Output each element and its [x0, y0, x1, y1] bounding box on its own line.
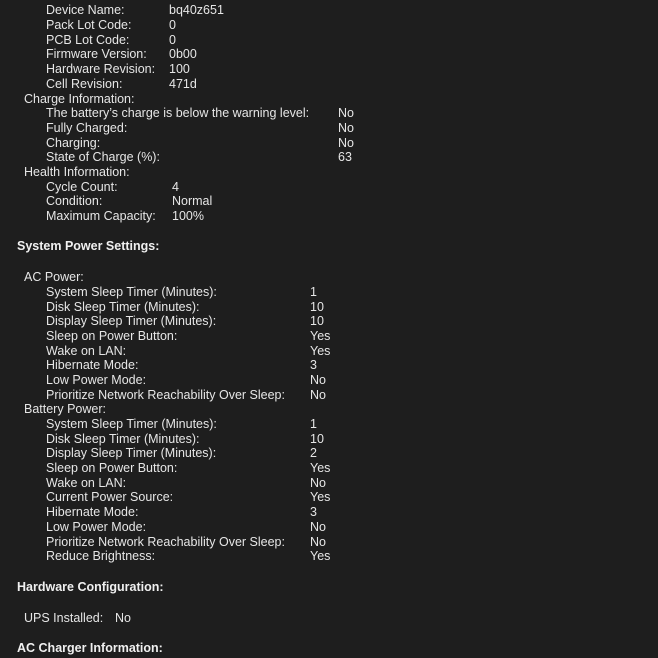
- battery-row-label: Display Sleep Timer (Minutes):: [46, 446, 217, 460]
- ac-row-value: 10: [310, 300, 324, 314]
- maximum-capacity-value: 100%: [172, 209, 204, 223]
- firmware-value: 0b00: [169, 47, 197, 61]
- warning-level-value: No: [338, 106, 354, 120]
- condition-value: Normal: [172, 194, 213, 208]
- ac-charger-heading: AC Charger Information:: [17, 641, 163, 655]
- ac-row-value: Yes: [310, 329, 331, 343]
- fully-charged-value: No: [338, 121, 354, 135]
- battery-row-value: 3: [310, 505, 317, 519]
- cycle-count-value: 4: [172, 180, 179, 194]
- ac-row-value: 1: [310, 285, 317, 299]
- ac-row-value: No: [310, 373, 326, 387]
- battery-power-heading: Battery Power:: [24, 402, 106, 416]
- battery-row-value: No: [310, 476, 326, 490]
- battery-row-label: Disk Sleep Timer (Minutes):: [46, 432, 200, 446]
- charging-value: No: [338, 136, 354, 150]
- maximum-capacity-label: Maximum Capacity:: [46, 209, 156, 223]
- battery-row-value: No: [310, 520, 326, 534]
- pack-lot-value: 0: [169, 18, 176, 32]
- battery-row-value: Yes: [310, 461, 331, 475]
- health-info-heading: Health Information:: [24, 165, 130, 179]
- ups-installed-label: UPS Installed:: [24, 611, 104, 625]
- battery-row-value: 1: [310, 417, 317, 431]
- cell-revision-label: Cell Revision:: [46, 77, 123, 91]
- hardware-config-heading: Hardware Configuration:: [17, 580, 164, 594]
- ac-row-label: Prioritize Network Reachability Over Sleep:: [46, 388, 285, 402]
- ac-row-label: Disk Sleep Timer (Minutes):: [46, 300, 200, 314]
- battery-row-label: Current Power Source:: [46, 490, 174, 504]
- ac-row-value: 3: [310, 358, 317, 372]
- ac-row-value: 10: [310, 314, 324, 328]
- ac-row-label: System Sleep Timer (Minutes):: [46, 285, 217, 299]
- device-name-value: bq40z651: [169, 3, 224, 17]
- charge-info-heading: Charge Information:: [24, 92, 135, 106]
- pcb-lot-label: PCB Lot Code:: [46, 33, 130, 47]
- condition-label: Condition:: [46, 194, 103, 208]
- hardware-revision-label: Hardware Revision:: [46, 62, 156, 76]
- pack-lot-label: Pack Lot Code:: [46, 18, 132, 32]
- state-of-charge-label: State of Charge (%):: [46, 150, 160, 164]
- cycle-count-label: Cycle Count:: [46, 180, 118, 194]
- battery-row-label: System Sleep Timer (Minutes):: [46, 417, 217, 431]
- battery-row-value: Yes: [310, 490, 331, 504]
- battery-row-label: Wake on LAN:: [46, 476, 127, 490]
- battery-row-label: Prioritize Network Reachability Over Sleep:: [46, 535, 285, 549]
- battery-row-value: 2: [310, 446, 317, 460]
- battery-row-value: 10: [310, 432, 324, 446]
- battery-row-label: Hibernate Mode:: [46, 505, 139, 519]
- firmware-label: Firmware Version:: [46, 47, 147, 61]
- battery-row-label: Low Power Mode:: [46, 520, 147, 534]
- charging-label: Charging:: [46, 136, 101, 150]
- cell-revision-value: 471d: [169, 77, 197, 91]
- ac-row-label: Display Sleep Timer (Minutes):: [46, 314, 217, 328]
- pcb-lot-value: 0: [169, 33, 176, 47]
- warning-level-label: The battery’s charge is below the warning level:: [46, 106, 310, 120]
- ac-row-label: Sleep on Power Button:: [46, 329, 178, 343]
- battery-row-value: No: [310, 535, 326, 549]
- fully-charged-label: Fully Charged:: [46, 121, 128, 135]
- device-name-label: Device Name:: [46, 3, 125, 17]
- ac-row-value: No: [310, 388, 326, 402]
- battery-row-value: Yes: [310, 549, 331, 563]
- battery-row-label: Sleep on Power Button:: [46, 461, 178, 475]
- state-of-charge-value: 63: [338, 150, 352, 164]
- ac-row-label: Hibernate Mode:: [46, 358, 139, 372]
- ups-installed-value: No: [115, 611, 131, 625]
- ac-row-label: Wake on LAN:: [46, 344, 127, 358]
- system-power-heading: System Power Settings:: [17, 239, 160, 253]
- ac-row-label: Low Power Mode:: [46, 373, 147, 387]
- hardware-revision-value: 100: [169, 62, 190, 76]
- ac-row-value: Yes: [310, 344, 331, 358]
- battery-row-label: Reduce Brightness:: [46, 549, 156, 563]
- ac-power-heading: AC Power:: [24, 270, 84, 284]
